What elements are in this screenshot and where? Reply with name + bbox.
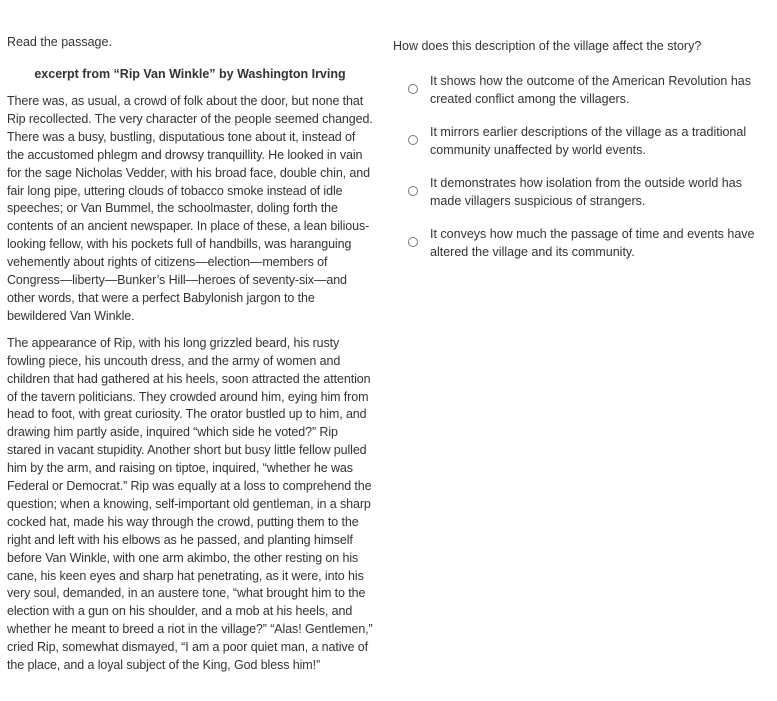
answer-option-3-text: It demonstrates how isolation from the outside world has made villagers suspicious of strangers. [430, 176, 742, 208]
radio-button-2[interactable] [408, 135, 418, 145]
passage-paragraph-2: The appearance of Rip, with his long grizzled beard, his rusty fowling piece, his uncouth dress, and the army of women and children that had gathered at his heels, soon attracted the attention of the tavern politicians. They crowded around him, eying him from head to foot, with great curiosity. The orator bustled up to him, and drawing him partly aside, inquired “which side he voted?” Rip stared in vacant stupidity. Another short but busy little fellow pulled him by the arm, and raising on tiptoe, inquired, “whether he was Federal or Democrat.” Rip was equally at a loss to comprehend the question; when a knowing, self-important old gentleman, in a sharp cocked hat, made his way through the crowd, putting them to the right and left with his elbows as he passed, and planting himself before Van Winkle, with one arm akimbo, the other resting on his cane, his keen eyes and sharp hat penetrating, as it were, into his very soul, demanded, in an austere tone, “what brought him to the election with a gun on his shoulder, and a mob at his heels, and whether he meant to breed a riot in the village?” “Alas! Gentlemen,” cried Rip, somewhat dismayed, “I am a poor quiet man, a native of the place, and a loyal subject of the King, God bless him!” [7, 335, 373, 673]
passage-panel [7, 34, 373, 684]
radio-button-4[interactable] [408, 237, 418, 247]
passage-instruction: Read the passage. [7, 35, 112, 49]
radio-button-3[interactable] [408, 186, 418, 196]
passage-title: excerpt from “Rip Van Winkle” by Washington Irving [34, 67, 346, 81]
answer-option-4[interactable] [393, 225, 763, 261]
answer-option-2-text: It mirrors earlier descriptions of the village as a traditional community unaffected by world events. [430, 125, 747, 157]
answer-option-1[interactable] [393, 72, 763, 108]
question-prompt: How does this description of the village affect the story? [393, 39, 702, 53]
question-panel [393, 38, 763, 276]
answer-option-2[interactable] [393, 123, 763, 159]
answer-option-4-text: It conveys how much the passage of time and events have altered the village and its community. [430, 227, 755, 259]
radio-button-1[interactable] [408, 84, 418, 94]
passage-paragraph-1: There was, as usual, a crowd of folk about the door, but none that Rip recollected. The very character of the people seemed changed. There was a busy, bustling, disputatious tone about it, instead of the accustomed phlegm and drowsy tranquillity. He looked in vain for the sage Nicholas Vedder, with his broad face, double chin, and fair long pipe, uttering clouds of tobacco smoke instead of idle speeches; or Van Bummel, the schoolmaster, doling forth the contents of an ancient newspaper. In place of these, a lean bilious-looking fellow, with his pockets full of handbills, was haranguing vehemently about rights of citizens—election—members of Congress—liberty—Bunker’s Hill—heroes of seventy-six—and other words, that were a perfect Babylonish jargon to the bewildered Van Winkle. [7, 94, 373, 323]
answer-option-3[interactable] [393, 174, 763, 210]
answer-option-1-text: It shows how the outcome of the American Revolution has created conflict among the villagers. [430, 74, 752, 106]
